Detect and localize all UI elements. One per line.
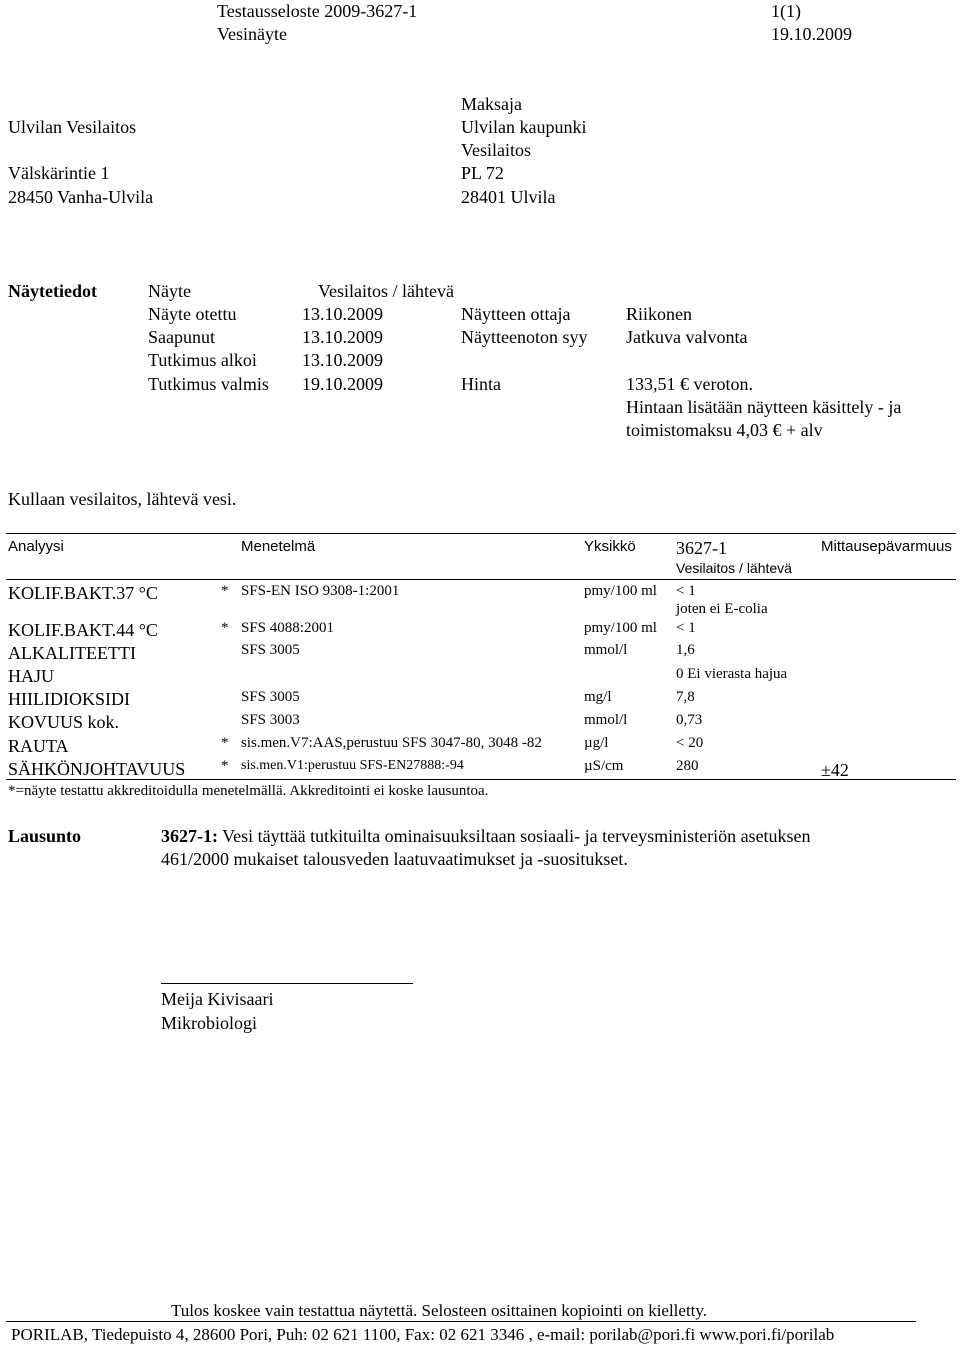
row-analysis: SÄHKÖNJOHTAVUUS — [8, 759, 186, 779]
row-method: SFS 3005 — [241, 642, 300, 658]
signer-name: Meija Kivisaari — [161, 989, 274, 1009]
row-analysis: RAUTA — [8, 736, 69, 756]
price-value: 133,51 € veroton. — [626, 374, 753, 394]
price-label: Hinta — [461, 374, 501, 394]
taken-label: Näyte otettu — [148, 304, 237, 324]
row-result: 0 Ei vierasta hajua — [676, 666, 788, 682]
col-header-sample-id: 3627-1 — [676, 538, 727, 558]
report-title: Testausseloste 2009-3627-1 — [217, 1, 418, 21]
customer-name: Ulvilan Vesilaitos — [8, 117, 137, 137]
row-analysis: KOLIF.BAKT.37 °C — [8, 583, 158, 603]
col-header-sample-sub: Vesilaitos / lähtevä — [676, 560, 792, 576]
row-accredited-star: * — [221, 758, 229, 774]
row-result: 1,6 — [676, 642, 695, 658]
customer-postal: 28450 Vanha-Ulvila — [8, 187, 154, 207]
row-analysis: KOVUUS kok. — [8, 712, 120, 732]
statement-label: Lausunto — [8, 826, 82, 846]
row-method: SFS 3003 — [241, 712, 300, 728]
row-analysis: HIILIDIOKSIDI — [8, 689, 130, 709]
col-header-method: Menetelmä — [241, 538, 316, 555]
row-unit: mmol/l — [584, 712, 628, 728]
row-unit: pmy/100 ml — [584, 583, 657, 599]
statement-text2: 461/2000 mukaiset talousveden laatuvaatimukset ja -suositukset. — [161, 849, 628, 869]
row-result: < 1 — [676, 583, 696, 599]
col-header-unit: Yksikkö — [584, 538, 636, 555]
signature-line — [161, 983, 413, 984]
row-result: < 20 — [676, 735, 704, 751]
row-method: SFS 4088:2001 — [241, 620, 334, 636]
finished-label: Tutkimus valmis — [148, 374, 269, 394]
price-note-line2: toimistomaksu 4,03 € + alv — [626, 420, 823, 440]
row-uncertainty: ±42 — [821, 760, 849, 780]
statement-text1: Vesi täyttää tutkituilta ominaisuuksiltaan sosiaali- ja terveysministeriön asetuksen — [218, 826, 811, 846]
col-header-analysis: Analyysi — [8, 538, 64, 555]
sample-info-section-label: Näytetiedot — [8, 281, 97, 301]
row-accredited-star: * — [221, 583, 229, 599]
sample-type: Vesinäyte — [217, 24, 287, 44]
row-result-note: joten ei E-colia — [676, 601, 768, 617]
row-accredited-star: * — [221, 735, 229, 751]
table-top-rule — [6, 533, 956, 534]
price-note-line1: Hintaan lisätään näytteen käsittely - ja — [626, 397, 902, 417]
report-date: 19.10.2009 — [771, 24, 852, 44]
row-unit: mmol/l — [584, 642, 628, 658]
sampler-value: Riikonen — [626, 304, 692, 324]
footer-note: Tulos koskee vain testattua näytettä. Selosteen osittainen kopiointi on kielletty. — [171, 1301, 708, 1320]
reason-value: Jatkuva valvonta — [626, 327, 748, 347]
reason-label: Näytteenoton syy — [461, 327, 588, 347]
payer-label: Maksaja — [461, 94, 522, 114]
payer-line3: PL 72 — [461, 163, 504, 183]
started-label: Tutkimus alkoi — [148, 350, 257, 370]
footer-address: PORILAB, Tiedepuisto 4, 28600 Pori, Puh: 02 621 1100, Fax: 02 621 3346 , e-mail: porilab@pori.fi www.pori.fi/porilab — [11, 1325, 835, 1344]
table-footnote: *=näyte testattu akkreditoidulla menetelmällä. Akkreditointi ei koske lausuntoa. — [8, 783, 489, 799]
page-number: 1(1) — [771, 1, 801, 21]
row-analysis: HAJU — [8, 666, 55, 686]
row-result: 7,8 — [676, 689, 695, 705]
arrived-value: 13.10.2009 — [302, 327, 383, 347]
row-method: sis.men.V7:AAS,perustuu SFS 3047-80, 3048 -82 — [241, 735, 542, 751]
sample-description: Kullaan vesilaitos, lähtevä vesi. — [8, 489, 237, 509]
table-header-rule — [6, 579, 956, 580]
statement-sample-id: 3627-1: — [161, 826, 218, 846]
row-accredited-star: * — [221, 620, 229, 636]
row-unit: µg/l — [584, 735, 609, 751]
footer-rule — [6, 1321, 916, 1322]
statement-line1 — [161, 827, 811, 845]
row-method: SFS 3005 — [241, 689, 300, 705]
row-result: < 1 — [676, 620, 696, 636]
payer-line4: 28401 Ulvila — [461, 187, 556, 207]
started-value: 13.10.2009 — [302, 350, 383, 370]
taken-value: 13.10.2009 — [302, 304, 383, 324]
row-result: 280 — [676, 758, 699, 774]
row-unit: µS/cm — [584, 758, 624, 774]
row-unit: pmy/100 ml — [584, 620, 657, 636]
row-method: SFS-EN ISO 9308-1:2001 — [241, 583, 400, 599]
col-header-uncertainty: Mittausepävarmuus — [821, 538, 952, 555]
payer-line2: Vesilaitos — [461, 140, 531, 160]
payer-line1: Ulvilan kaupunki — [461, 117, 587, 137]
customer-street: Välskärintie 1 — [8, 163, 110, 183]
signer-title: Mikrobiologi — [161, 1013, 258, 1033]
row-analysis: ALKALITEETTI — [8, 643, 136, 663]
row-method: sis.men.V1:perustuu SFS-EN27888:-94 — [241, 758, 464, 773]
row-analysis: KOLIF.BAKT.44 °C — [8, 620, 158, 640]
arrived-label: Saapunut — [148, 327, 215, 347]
sample-value: Vesilaitos / lähtevä — [318, 281, 454, 301]
finished-value: 19.10.2009 — [302, 374, 383, 394]
row-result: 0,73 — [676, 712, 703, 728]
row-unit: mg/l — [584, 689, 612, 705]
sampler-label: Näytteen ottaja — [461, 304, 571, 324]
sample-label: Näyte — [148, 281, 191, 301]
table-bottom-rule — [6, 779, 956, 780]
